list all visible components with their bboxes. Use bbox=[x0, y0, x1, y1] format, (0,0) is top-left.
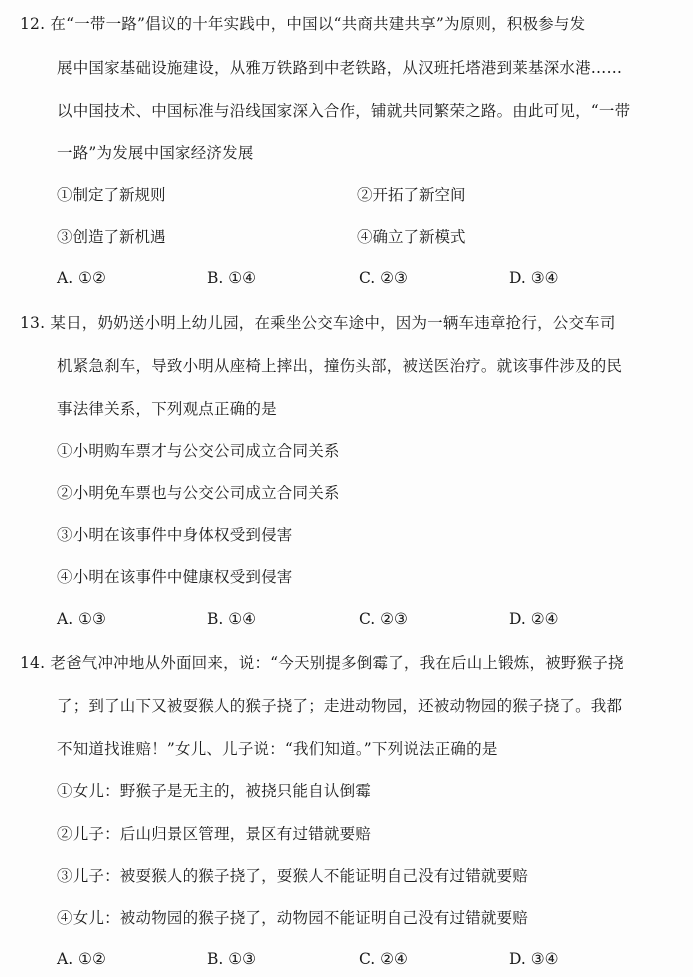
q12-options-row-2 bbox=[57, 227, 677, 247]
q12-choice-a: A. ①② bbox=[57, 269, 106, 287]
q12-choice-d: D. ③④ bbox=[509, 269, 559, 287]
q14-stem-line-2: 了；到了山下又被耍猴人的猴子挠了；走进动物园，还被动物园的猴子挠了。我都 bbox=[57, 697, 623, 715]
q12-answer-choices bbox=[57, 268, 677, 288]
q12-option-2: ②开拓了新空间 bbox=[357, 186, 466, 204]
q14-option-3: ③儿子：被耍猴人的猴子挠了，耍猴人不能证明自己没有过错就要赔 bbox=[57, 867, 529, 885]
q13-choice-d: D. ②④ bbox=[509, 610, 559, 628]
q14-answer-choices bbox=[57, 949, 677, 969]
q12-stem-line-4: 一路”为发展中国家经济发展 bbox=[57, 144, 254, 162]
q12-stem-line-3: 以中国技术、中国标准与沿线国家深入合作，铺就共同繁荣之路。由此可见，“一带 bbox=[57, 102, 631, 120]
q14-option-4: ④女儿：被动物园的猴子挠了，动物园不能证明自己没有过错就要赔 bbox=[57, 909, 529, 927]
q13-choice-c: C. ②③ bbox=[359, 610, 408, 628]
q13-stem-line-2: 机紧急刹车，导致小明从座椅上摔出，撞伤头部，被送医治疗。就该事件涉及的民 bbox=[57, 357, 623, 375]
q14-stem-line-1: 14. 老爸气冲冲地从外面回来，说：“今天别提多倒霉了，我在后山上锻炼，被野猴子挠 bbox=[20, 654, 624, 672]
q13-option-3: ③小明在该事件中身体权受到侵害 bbox=[57, 526, 293, 544]
q12-option-1: ①制定了新规则 bbox=[57, 186, 166, 204]
q14-option-2: ②儿子：后山归景区管理，景区有过错就要赔 bbox=[57, 825, 372, 843]
q13-choice-a: A. ①③ bbox=[57, 610, 106, 628]
q13-option-4: ④小明在该事件中健康权受到侵害 bbox=[57, 568, 293, 586]
q12-stem-line-1: 12. 在“一带一路”倡议的十年实践中，中国以“共商共建共享”为原则，积极参与发 bbox=[20, 15, 586, 33]
q12-option-4: ④确立了新模式 bbox=[357, 228, 466, 246]
q13-choice-b: B. ①④ bbox=[207, 610, 257, 628]
q12-choice-b: B. ①④ bbox=[207, 269, 257, 287]
q13-option-2: ②小明免车票也与公交公司成立合同关系 bbox=[57, 484, 340, 502]
q14-choice-d: D. ③④ bbox=[509, 950, 559, 968]
q13-option-1: ①小明购车票才与公交公司成立合同关系 bbox=[57, 442, 340, 460]
q14-choice-b: B. ①③ bbox=[207, 950, 257, 968]
q12-choice-c: C. ②③ bbox=[359, 269, 408, 287]
q12-option-3: ③创造了新机遇 bbox=[57, 228, 166, 246]
q14-choice-a: A. ①② bbox=[57, 950, 106, 968]
q14-stem-line-3: 不知道找谁赔！”女儿、儿子说：“我们知道。”下列说法正确的是 bbox=[57, 740, 498, 758]
q13-stem-line-3: 事法律关系，下列观点正确的是 bbox=[57, 400, 277, 418]
q12-options-row-1 bbox=[57, 185, 677, 205]
q14-option-1: ①女儿：野猴子是无主的，被挠只能自认倒霉 bbox=[57, 782, 372, 800]
q14-choice-c: C. ②④ bbox=[359, 950, 408, 968]
q12-stem-line-2: 展中国家基础设施建设，从雅万铁路到中老铁路，从汉班托塔港到莱基深水港…… bbox=[57, 59, 623, 77]
q13-stem-line-1: 13. 某日，奶奶送小明上幼儿园，在乘坐公交车途中，因为一辆车违章抢行，公交车司 bbox=[20, 314, 616, 332]
q13-answer-choices bbox=[57, 609, 677, 629]
